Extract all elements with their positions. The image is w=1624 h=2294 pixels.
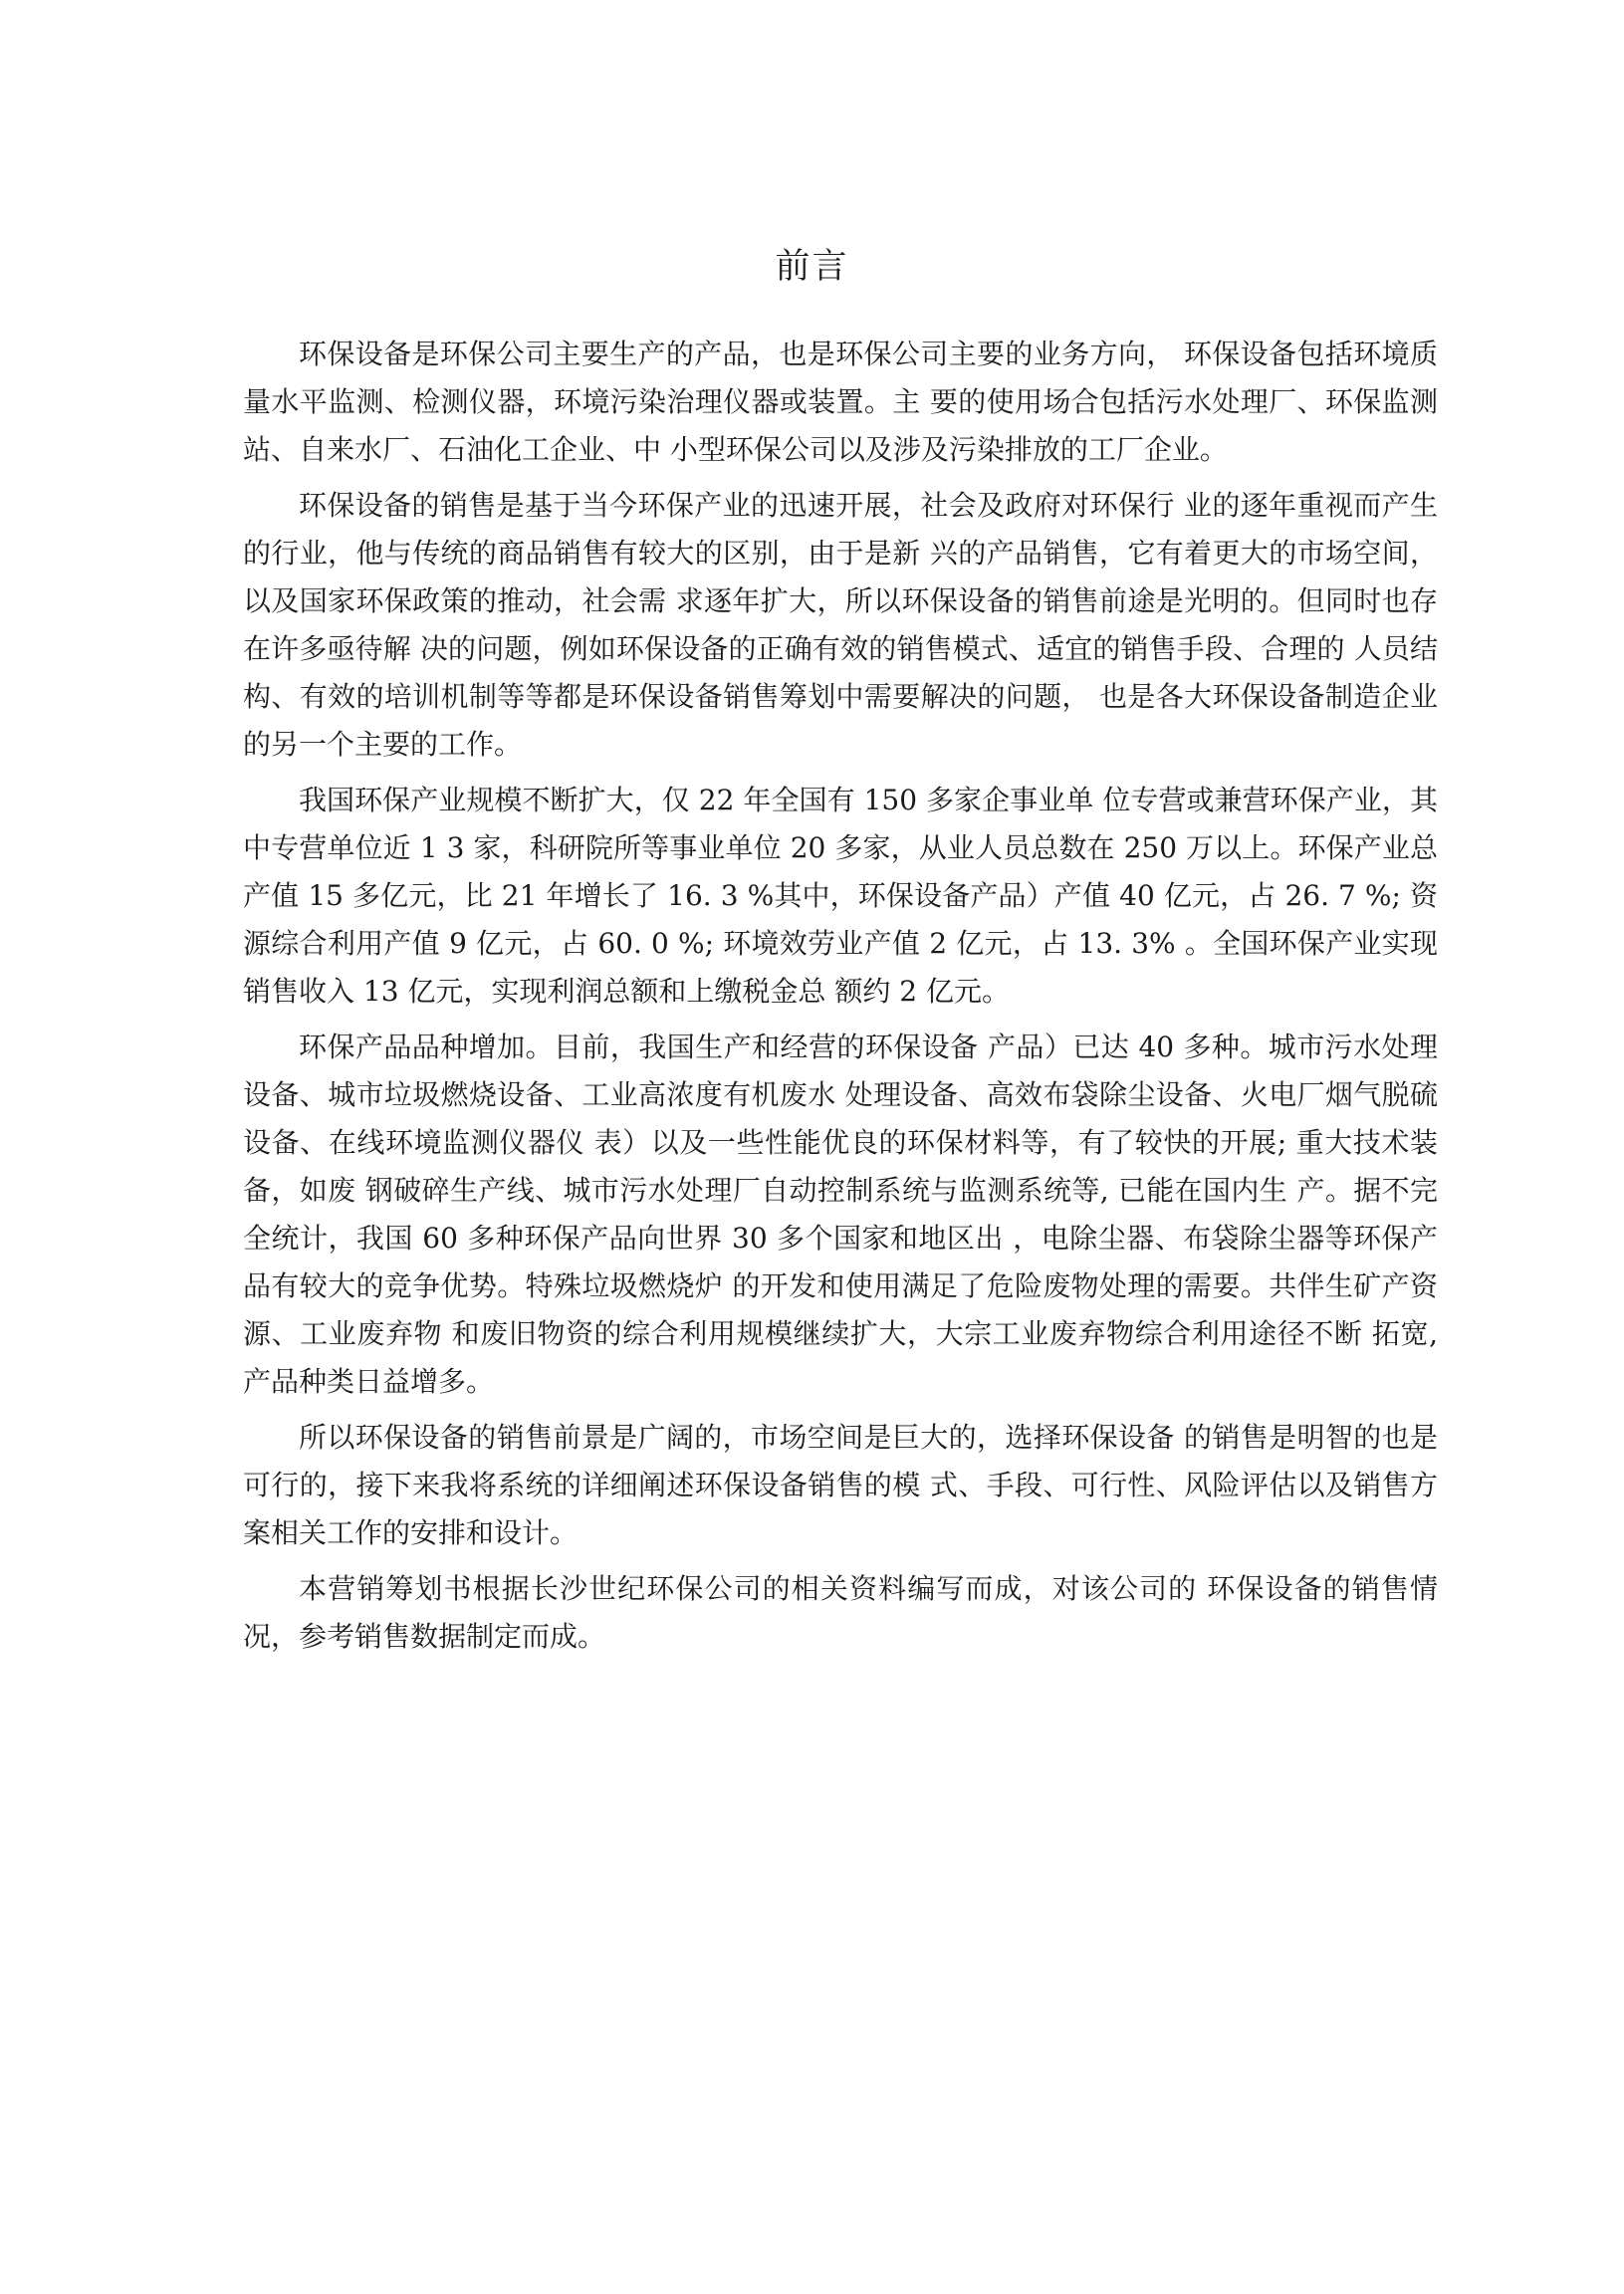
paragraph-product-variety: 环保产品品种增加。目前，我国生产和经营的环保设备 产品）已达 40 多种。城市污水处理设备、城市垃圾燃烧设备、工业高浓度有机废水 处理设备、高效布袋除尘设备、火电厂烟气脱硫设备、在线环境监测仪器仪 表）以及一些性能优良的环保材料等，有了较快的开展; 重大技术装备，如废 钢破碎生产线、城市污水处理厂自动控制系统与监测系统等, 已能在国内生 产。据不完全统计，我国 60 多种环保产品向世界 30 多个国家和地区出 ，电除尘器、布袋除尘器等环保产品有较大的竞争优势。特殊垃圾燃烧炉 的开发和使用满足了危险废物处理的需要。共伴生矿产资源、工业废弃物 和废旧物资的综合利用规模继续扩大，大宗工业废弃物综合利用途径不断 拓宽, 产品种类日益增多。 [243,1031,1438,1398]
document-body [243,331,1438,1661]
paragraph-sales-background: 环保设备的销售是基于当今环保产业的迅速开展，社会及政府对环保行 业的逐年重视而产生的行业，他与传统的商品销售有较大的区别，由于是新 兴的产品销售，它有着更大的市场空间，以及国家环保政策的推动，社会需 求逐年扩大，所以环保设备的销售前途是光明的。但同时也存在许多亟待解 决的问题，例如环保设备的正确有效的销售模式、适宜的销售手段、合理的 人员结构、有效的培训机制等等都是环保设备销售筹划中需要解决的问题， 也是各大环保设备制造企业的另一个主要的工作。 [243,489,1438,761]
paragraph-intro: 环保设备是环保公司主要生产的产品，也是环保公司主要的业务方向， 环保设备包括环境质量水平监测、检测仪器，环境污染治理仪器或装置。主 要的使用场合包括污水处理厂、环保监测站、自来水厂、石油化工企业、中 小型环保公司以及涉及污染排放的工厂企业。 [243,338,1438,466]
page-title: 前言 [775,247,849,287]
paragraph-industry-scale: 我国环保产业规模不断扩大，仅 22 年全国有 150 多家企事业单 位专营或兼营环保产业，其中专营单位近 1 3 家，科研院所等事业单位 20 多家，从业人员总数在 250 万以上。环保产业总产值 15 多亿元，比 21 年增长了 16. 3 %其中，环保设备产品）产值 40 亿元，占 26. 7 %; 资源综合利用产值 9 亿元，占 60. 0 %; 环境效劳业产值 2 亿元，占 13. 3% 。全国环保产业实现销售收入 13 亿元，实现利润总额和上缴税金总 额约 2 亿元。 [243,784,1438,1008]
paragraph-source-note: 本营销筹划书根据长沙世纪环保公司的相关资料编写而成，对该公司的 环保设备的销售情况，参考销售数据制定而成。 [243,1572,1438,1653]
paragraph-market-outlook: 所以环保设备的销售前景是广阔的，市场空间是巨大的，选择环保设备 的销售是明智的也是可行的，接下来我将系统的详细阐述环保设备销售的模 式、手段、可行性、风险评估以及销售方案相关工作的安排和设计。 [243,1421,1438,1549]
